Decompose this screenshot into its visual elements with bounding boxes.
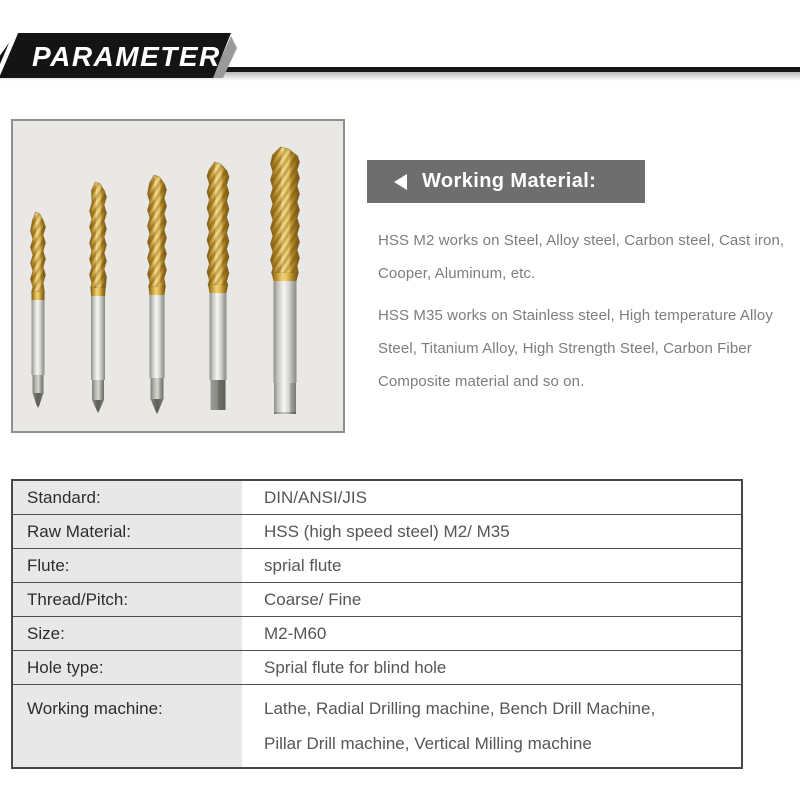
- table-row: [12, 515, 742, 549]
- spec-value: DIN/ANSI/JIS: [264, 487, 367, 507]
- spec-value: Sprial flute for blind hole: [242, 651, 742, 685]
- spec-label: Working machine:: [12, 685, 242, 769]
- table-row: [12, 549, 742, 583]
- working-material-title: Working Material:: [422, 170, 597, 192]
- parameter-banner: [0, 0, 800, 100]
- working-material-paragraph-1: HSS M2 works on Steel, Alloy steel, Carbon steel, Cast iron, Cooper, Aluminum, etc.: [378, 232, 785, 282]
- working-material-paragraph-2: HSS M35 works on Stainless steel, High temperature Alloy Steel, Titanium Alloy, High Strength Steel, Carbon Fiber Composite material and so on.: [378, 307, 773, 390]
- table-row: [12, 651, 742, 685]
- table-row: [12, 480, 742, 515]
- working-material-header: [367, 160, 645, 203]
- tap-set-illustration: [13, 121, 343, 431]
- table-row: [12, 583, 742, 617]
- spec-label: Size:: [12, 617, 242, 651]
- product-image-panel: [11, 119, 345, 433]
- table-row: [12, 685, 742, 769]
- spec-label: Thread/Pitch:: [12, 583, 242, 617]
- left-arrow-icon: [394, 174, 407, 190]
- spec-label: Hole type:: [12, 651, 242, 685]
- banner-title: PARAMETER: [32, 41, 221, 72]
- working-material-text: [378, 224, 800, 407]
- spec-label: Standard:: [12, 480, 242, 515]
- spec-label: Flute:: [12, 549, 242, 583]
- spec-table: [11, 479, 743, 769]
- spec-value: Lathe, Radial Drilling machine, Bench Drill Machine, Pillar Drill machine, Vertical Milling machine: [242, 685, 742, 769]
- spec-value: M2-M60: [242, 617, 742, 651]
- spec-value: sprial flute: [242, 549, 742, 583]
- spec-value: HSS (high speed steel) M2/ M35: [242, 515, 742, 549]
- table-row: [12, 617, 742, 651]
- spec-value: Coarse/ Fine: [242, 583, 742, 617]
- spec-label: Raw Material:: [12, 515, 242, 549]
